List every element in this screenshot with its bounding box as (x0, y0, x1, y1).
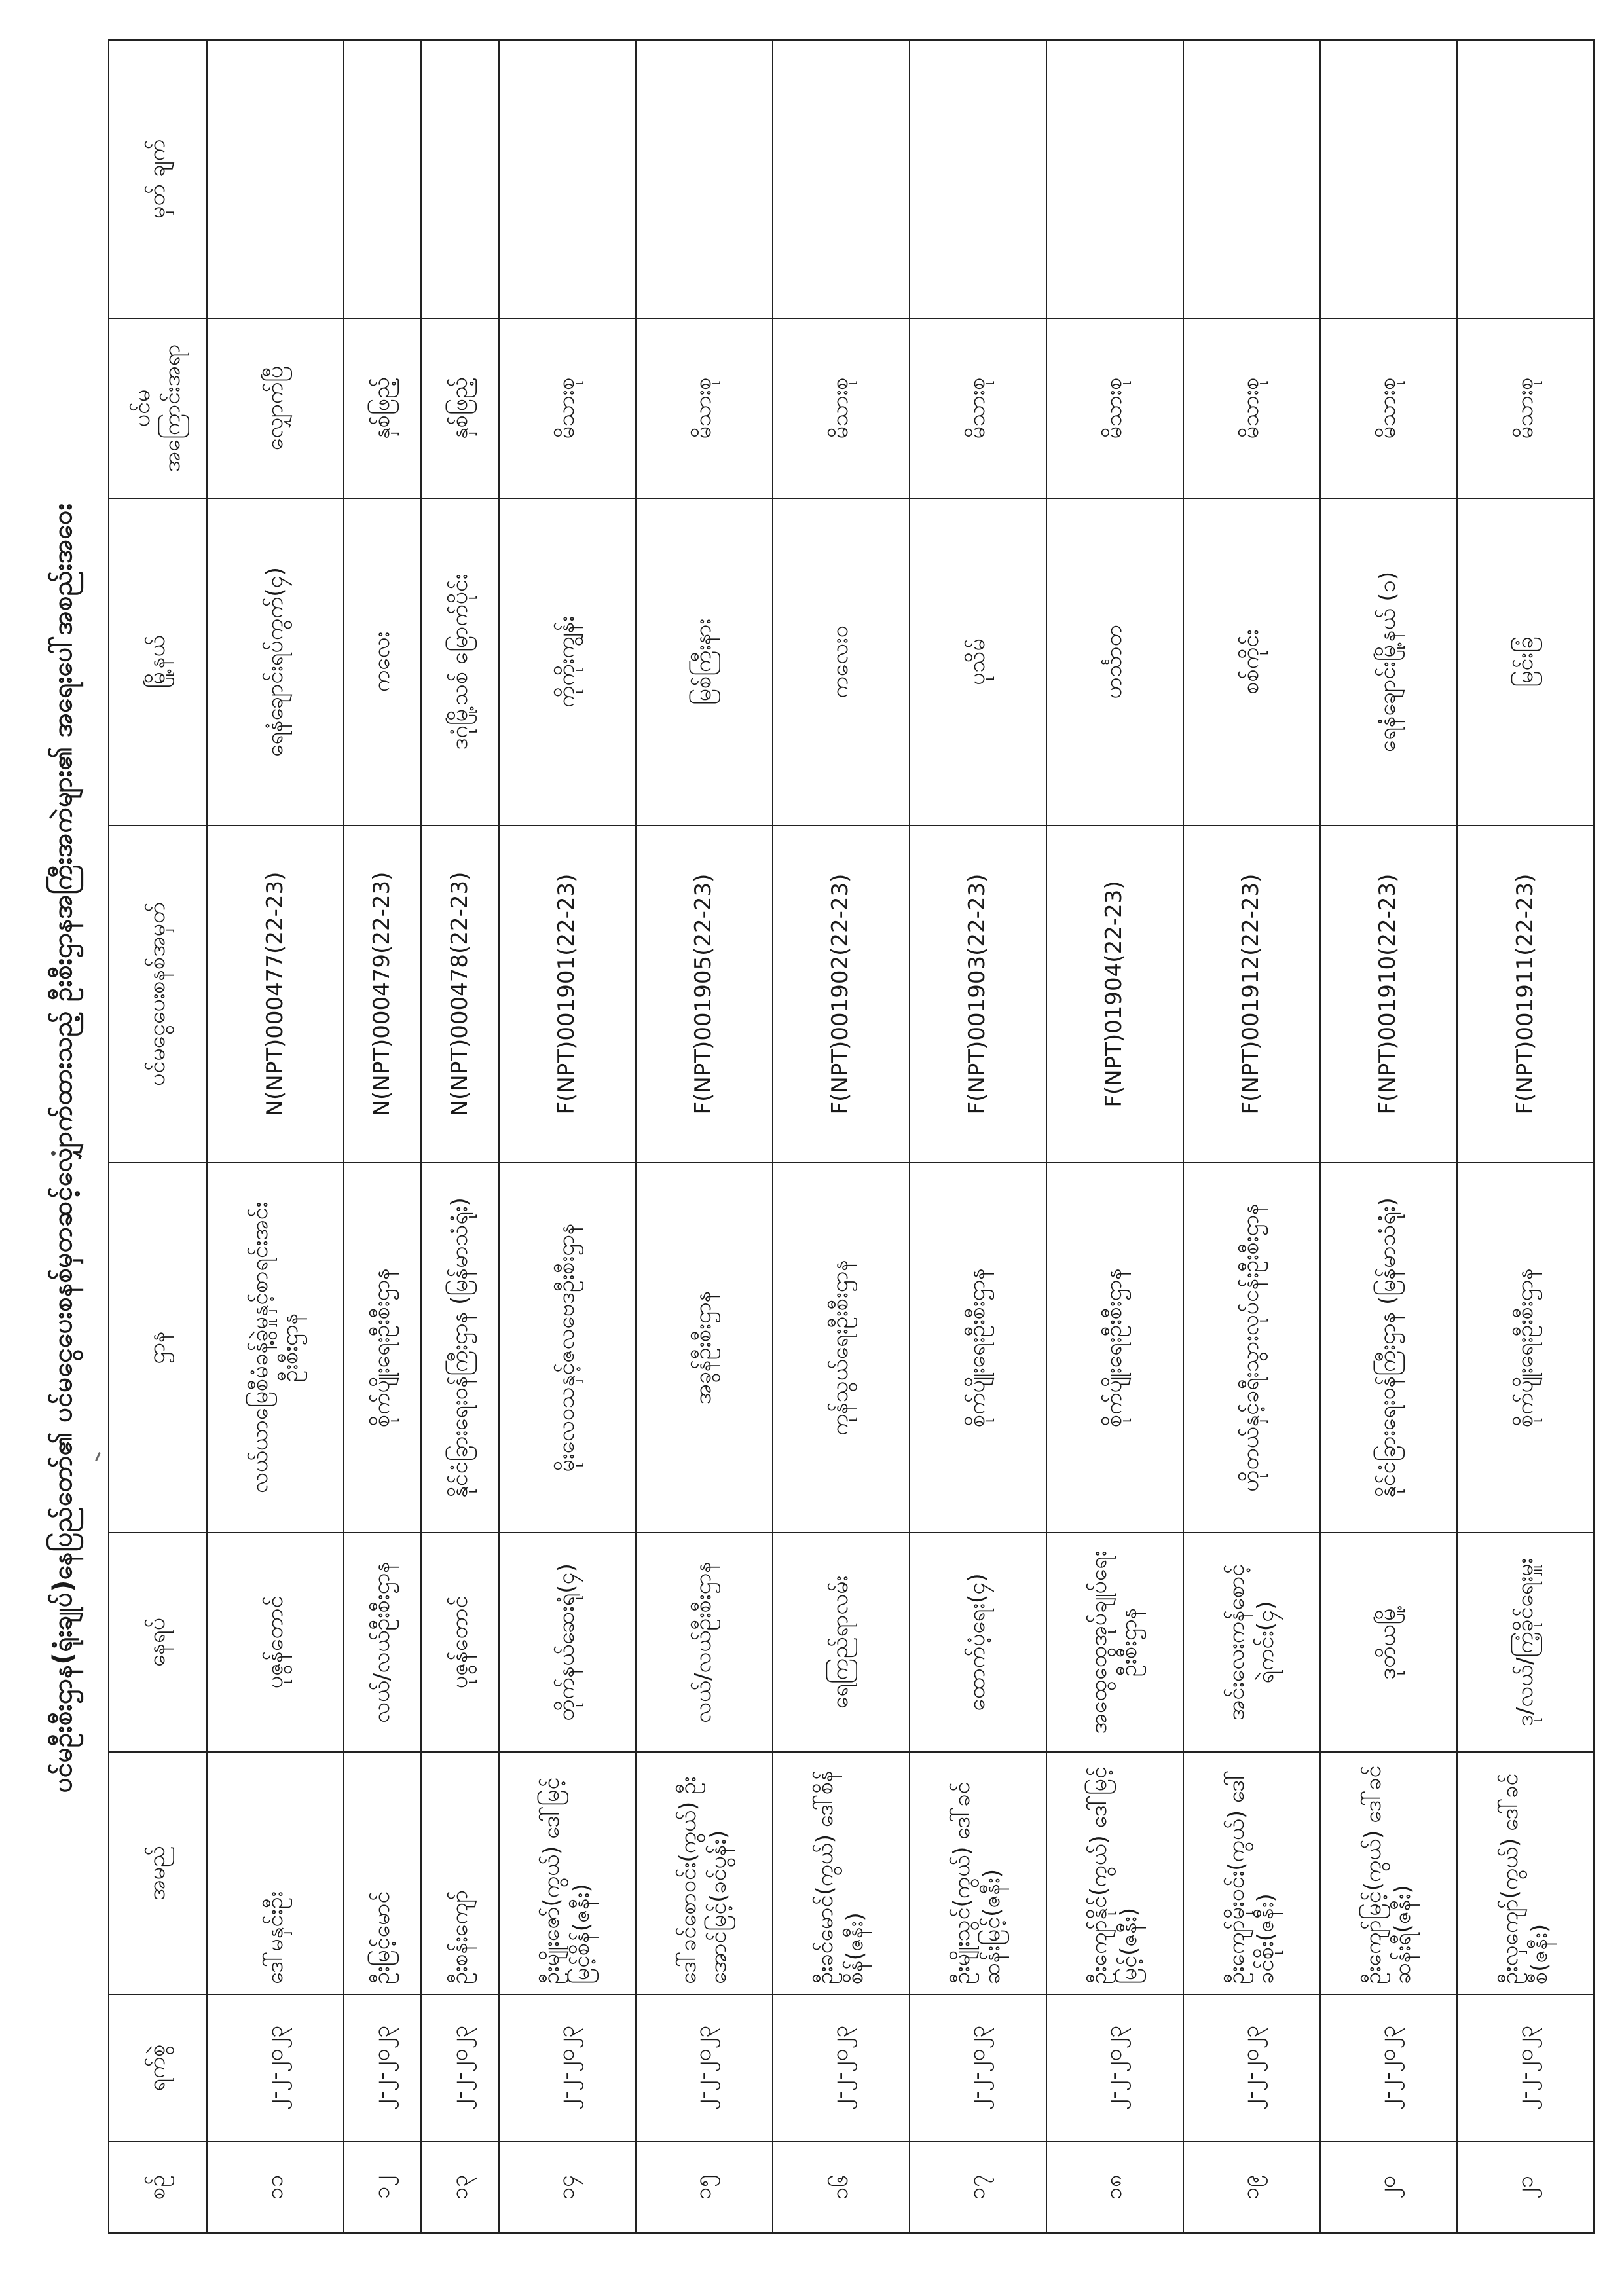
cell-no: ၂၁ (1457, 2141, 1594, 2233)
cell-status: မိသားစု (773, 318, 910, 498)
cell-status: မိသားစု (499, 318, 636, 498)
cell-date: ၂-၂-၂၀၂၃ (344, 1994, 421, 2141)
cell-applicant: ဦးခင်မောင်(ကွယ်) ဒေါ်စိန်စိန်(ဇနီး) (773, 1752, 910, 1994)
cell-department: အခွန်ဦးစီးဌာန (636, 1163, 773, 1533)
col-header-no: စဉ် (109, 2141, 207, 2233)
cell-address: လယ်/လယ်ဦးစီးဌာန (344, 1533, 421, 1752)
cell-department: စိုက်ပျိုးရေးဦးစီးဌာန (1457, 1163, 1594, 1533)
cell-address: ပုဇွန်တောင် (421, 1533, 498, 1752)
cell-remark (773, 40, 910, 318)
col-header-applicant: အမည် (109, 1752, 207, 1994)
cell-township: ဟင်္သာတ (1046, 498, 1183, 826)
cell-remark (1183, 40, 1320, 318)
cell-no: ၂၀ (1320, 2141, 1457, 2233)
cell-township: မြစ်ကြီးနား (636, 498, 773, 826)
cell-date: ၂-၂-၂၀၂၃ (1457, 1994, 1594, 2141)
cell-no: ၁၇ (910, 2141, 1046, 2233)
cell-applicant: ဦးကျော်မြင့်(ကွယ်) ဒေါ်ခင်ဆန်းရီ(ဇနီး) (1320, 1752, 1457, 1994)
cell-no: ၁၄ (499, 2141, 636, 2233)
cell-date: ၂-၂-၂၀၂၃ (1183, 1994, 1320, 2141)
table-row (1183, 40, 1320, 2233)
cell-date: ၂-၂-၂၀၂၃ (636, 1994, 773, 2141)
cell-township: စစ်ကိုင်း (1183, 498, 1320, 826)
cell-remark (344, 40, 421, 318)
cell-township: ရေနံချောင်းမြို့နယ် (၁) (1320, 498, 1457, 826)
col-header-reference: ပင်မငွေပေးစနစ်အမှတ် (109, 826, 207, 1163)
cell-no: ၁၈ (1046, 2141, 1183, 2233)
cell-no: ၁၅ (636, 2141, 773, 2233)
cell-applicant: ဦးကျော်မိုးဝင်း(ကွယ်) ဒေါ်ခင်စိုး(ဇနီး) (1183, 1752, 1320, 1994)
cell-address: ဒုတိယမြို့ (1320, 1533, 1457, 1752)
cell-township: ရေနံချောင်းရပ်ကွက်(၄) (207, 498, 344, 826)
table-row (773, 40, 910, 2233)
cell-address: ဒု/လယ်/ကြံ့ခိုင်ရေးမှူး (1457, 1533, 1594, 1752)
cell-address: လယ်/လယ်ဦးစီးဌာန (636, 1533, 773, 1752)
cell-date: ၂-၂-၂၀၂၃ (1046, 1994, 1183, 2141)
col-header-remark: မှတ် ချက် (109, 40, 207, 318)
cell-reference: F(NPT)01904(22-23) (1046, 826, 1183, 1163)
cell-remark (207, 40, 344, 318)
cell-reference: N(NPT)000478(22-23) (421, 826, 498, 1163)
cell-applicant: ဒေါ်ခင်စောဝင်း(ကွယ်) ဦးအောင်မြင့်(ခင်ပွန်း) (636, 1752, 773, 1994)
cell-reference: F(NPT)001911(22-23) (1457, 826, 1594, 1163)
document-title: ပင်မဦးစီးဌာန(ရုံးချုပ်)နေပြည်တော်၏ ပင်မငွေပေးစနစ်မှတဆင့်လျှောက်ထားသည့် ဦးစီးဌာနအကြီးအကဲများ၏ အရေးပေါ်အစည်းအဝေး (48, 503, 78, 1793)
table-row (207, 40, 344, 2233)
cell-reference: N(NPT)000479(22-23) (344, 826, 421, 1163)
cell-department: လယ်ယာမြေစီမံခန့်ခွဲမှုနှင့်စာရင်းအင်း ဦးစီးဌာန (207, 1163, 344, 1533)
cell-applicant: ဦးကျော်နိုင်(ကွယ်) ဒေါ်မြင့်မြင့်(ဇနီး) (1046, 1752, 1183, 1994)
cell-remark (499, 40, 636, 318)
cell-status: မိသားစု (1046, 318, 1183, 498)
cell-applicant: ဦးလှကျော်(ကွယ်) ဒေါ်ခင်စီ(ဇနီး) (1457, 1752, 1594, 1994)
cell-department: စိုက်ပျိုးရေးဦးစီးဌာန (1046, 1163, 1183, 1533)
cell-department: နိုင်ငံခြားရေးဝန်ကြီးဌာန (မြန်မာသံရုံး) (421, 1163, 498, 1533)
cell-township: ပုသိမ် (910, 498, 1046, 826)
cell-no: ၁၉ (1183, 2141, 1320, 2233)
table-row (1046, 40, 1183, 2233)
col-header-status: ပင်မ အကြောင်းအရာ (109, 318, 207, 498)
cell-date: ၂-၂-၂၀၂၃ (499, 1994, 636, 2141)
cell-remark (636, 40, 773, 318)
cell-township: ဒဂုံမြို့သစ် မြောက်ပိုင်း (421, 498, 498, 826)
cell-applicant: ဦးမျိုးဇော်(ကွယ်) ဒေါ်မြင့်မြင့်စိန်(ဇနီး) (499, 1752, 636, 1994)
cell-reference: F(NPT)001902(22-23) (773, 826, 910, 1163)
cell-remark (421, 40, 498, 318)
cell-date: ၂-၂-၂၀၂၃ (421, 1994, 498, 2141)
cell-address: အထွေထွေအုပ်ချုပ်ရေးဦးစီးဌာန (1046, 1533, 1183, 1752)
cell-status: မိသားစု (1457, 318, 1594, 498)
cell-reference: F(NPT)001903(22-23) (910, 826, 1046, 1163)
cell-status: လျှောက်ပြီ (207, 318, 344, 498)
cell-date: ၂-၂-၂၀၂၃ (207, 1994, 344, 2141)
cell-applicant: ဦးစန်းကျော် (421, 1752, 498, 1994)
cell-reference: F(NPT)001912(22-23) (1183, 826, 1320, 1163)
cell-status: မိသားစု (636, 318, 773, 498)
cell-applicant: ဒေါ်မနှင်းဦး (207, 1752, 344, 1994)
cell-address: ရေကြည်ရာလမ်း (773, 1533, 910, 1752)
cell-township: ကိုကိုးကျွန်း (499, 498, 636, 826)
cell-address: ပုဇွန်တောင် (207, 1533, 344, 1752)
header-row (109, 40, 207, 2233)
col-header-address: နေရပ် (109, 1533, 207, 1752)
col-header-township: မြို့နယ် (109, 498, 207, 826)
cell-reference: F(NPT)001910(22-23) (1320, 826, 1457, 1163)
cell-township: မြင်းခြံ (1457, 498, 1594, 826)
cell-applicant: ဦးမြင့်မောင် (344, 1752, 421, 1994)
col-header-department: ဌာန (109, 1163, 207, 1533)
cell-department: စိုက်ပျိုးရေးဦးစီးဌာန (910, 1163, 1046, 1533)
table-row (499, 40, 636, 2233)
table-body (207, 40, 1594, 2233)
cell-address: ထောက်ပံ့ရေး(၄) (910, 1533, 1046, 1752)
table-row (910, 40, 1046, 2233)
cell-remark (1457, 40, 1594, 318)
cell-status: မိသားစု (910, 318, 1046, 498)
cell-remark (910, 40, 1046, 318)
cell-address: တိုက်နယ်ဆေးရုံ(၄) (499, 1533, 636, 1752)
cell-reference: F(NPT)001905(22-23) (636, 826, 773, 1163)
col-header-date: ရက်စွဲ (109, 1994, 207, 2141)
cell-status: မိသားစု (1183, 318, 1320, 498)
table-row (636, 40, 773, 2233)
table-row (1320, 40, 1457, 2233)
register-table (108, 39, 1595, 2234)
cell-department: မိုးလေဝသနှင့်ဇလဗေဒဦးစီးဌာန (499, 1163, 636, 1533)
table-row (1457, 40, 1594, 2233)
cell-no: ၁၂ (344, 2141, 421, 2233)
cell-department: စိုက်ပျိုးရေးဦးစီးဌာန (344, 1163, 421, 1533)
cell-date: ၂-၂-၂၀၂၃ (1320, 1994, 1457, 2141)
table-row (344, 40, 421, 2233)
cell-department: နိုင်ငံခြားရေးဝန်ကြီးဌာန (မြန်မာသံရုံး) (1320, 1163, 1457, 1533)
cell-reference: F(NPT)001901(22-23) (499, 826, 636, 1163)
cell-status: မိသားစု (1320, 318, 1457, 498)
cell-no: ၁၃ (421, 2141, 498, 2233)
cell-remark (1046, 40, 1183, 318)
cell-status: နှစ်ဖြည့် (344, 318, 421, 498)
cell-remark (1320, 40, 1457, 318)
cell-department: ဟိုတယ်နှင့်ခရီးသွားလုပ်ငန်းဦးစီးဌာန (1183, 1163, 1320, 1533)
cell-applicant: ဦးမျိုးသွင်(ကွယ်) ဒေါ်ခင်ဆန်းမြင့်(ဇနီး) (910, 1752, 1046, 1994)
cell-status: နှစ်ဖြည့် (421, 318, 498, 498)
cell-address: အင်းလေးကန်စောင့် ရဲကင်း(၄) (1183, 1533, 1320, 1752)
cell-no: ၁၆ (773, 2141, 910, 2233)
cell-township: ကလေးဝ (773, 498, 910, 826)
cell-date: ၂-၂-၂၀၂၃ (773, 1994, 910, 2141)
cell-no: ၁၁ (207, 2141, 344, 2233)
cell-department: ကုန်သွယ်ရေးဦးစီးဌာန (773, 1163, 910, 1533)
cell-township: ကလေး (344, 498, 421, 826)
cell-reference: N(NPT)000477(22-23) (207, 826, 344, 1163)
table-row (421, 40, 498, 2233)
cell-date: ၂-၂-၂၀၂၃ (910, 1994, 1046, 2141)
